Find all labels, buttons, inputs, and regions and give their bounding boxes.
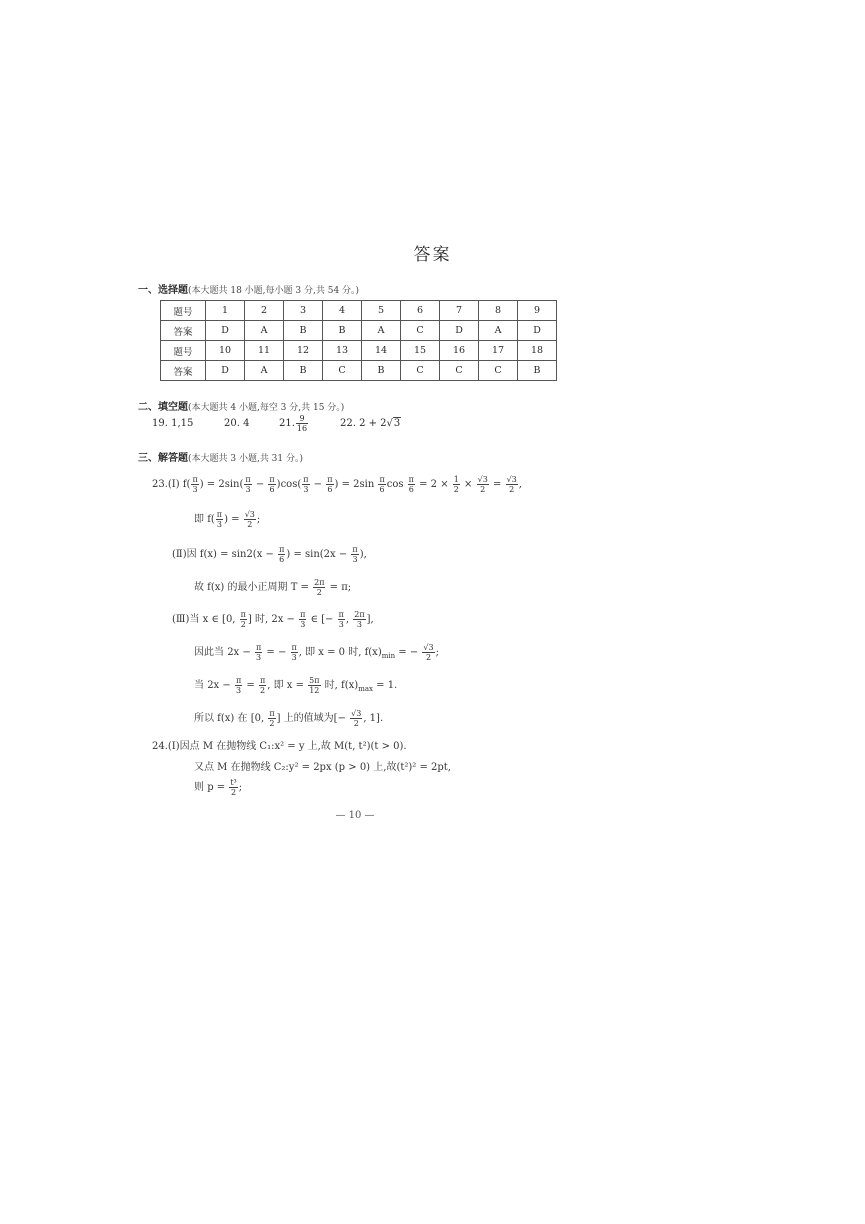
table-cell: D: [206, 321, 245, 341]
table-cell: D: [440, 321, 479, 341]
formula: f( $\frac{\pi}{3}$ ) = 2sin( $\frac{\pi}{3}$ − $\frac{\pi}{6}$ )cos( $\frac{\pi}{3}$ − $\frac{\pi}{6}$ ) = 2sin $\frac{\pi}{6}$ cos $\frac{\pi}{6}$ = 2 × $\frac{1}{2}$ × $\frac{√3}{2}$ = $\frac{√3}{2}$ ,: [182, 475, 522, 494]
table-cell: 题号: [161, 341, 206, 361]
table-cell: 7: [440, 301, 479, 321]
answer-22-label: 22. 2 + 2: [340, 418, 387, 429]
table-cell: 13: [323, 341, 362, 361]
solution-23-3b: [194, 643, 439, 662]
section-note: (本大题共 4 小题,每空 3 分,共 15 分。): [188, 403, 345, 413]
table-cell: C: [440, 361, 479, 381]
table-cell: 1: [206, 301, 245, 321]
answer-22: 22. 2 + 2√3: [340, 418, 401, 429]
solution-23-3: [172, 610, 374, 629]
formula: f( $\frac{\pi}{3}$ ) = $\frac{√3}{2}$ ;: [207, 510, 261, 529]
solution-24-2: 又点 M 在抛物线 C₂:y² = 2px (p > 0) 上,故(t²)² = 2pt,: [194, 762, 451, 773]
fraction-denominator: 16: [296, 424, 308, 433]
answer-21-label: 21.: [279, 418, 295, 429]
table-cell: 6: [401, 301, 440, 321]
line-label: 即: [194, 514, 204, 525]
table-cell: 答案: [161, 361, 206, 381]
table-cell: 12: [284, 341, 323, 361]
line-label: 故 f(x) 的最小正周期: [194, 582, 288, 593]
table-cell: 3: [284, 301, 323, 321]
table-cell: 5: [362, 301, 401, 321]
table-cell: D: [206, 361, 245, 381]
answer-table: [160, 300, 557, 381]
table-cell: C: [401, 321, 440, 341]
line-label: 则: [194, 782, 204, 793]
line-label: 所以 f(x) 在: [194, 713, 248, 724]
part-label: (Ⅲ)当: [172, 614, 200, 625]
formula: 2x − $\frac{\pi}{3}$ = − $\frac{\pi}{3}$ , 即 x = 0 时, $f(x)_{min}$ = − $\frac{√3}{2}$ ;: [227, 643, 439, 662]
table-cell: 2: [245, 301, 284, 321]
table-cell: 17: [479, 341, 518, 361]
formula: [0, $\frac{\pi}{2}$ ] 上的值域为[− $\frac{√3}{2}$ , 1].: [250, 709, 384, 728]
solution-23-1: [152, 475, 522, 494]
section-label: 二、填空题: [138, 402, 188, 413]
table-row: [161, 361, 557, 381]
formula: x ∈ [0, $\frac{\pi}{2}$ ] 时, 2x − $\frac{\pi}{3}$ ∈ [− $\frac{\pi}{3}$ , $\frac{2\pi}{3}$ ],: [202, 610, 374, 629]
table-cell: C: [479, 361, 518, 381]
page-number: — 10 —: [335, 810, 375, 821]
formula: p = $\frac{\text{t³}}{2}$ ;: [207, 778, 243, 797]
section-note: (本大题共 18 小题,每小题 3 分,共 54 分。): [188, 286, 360, 296]
solution-24-1: 24.(Ⅰ)因点 M 在抛物线 C₁:x² = y 上,故 M(t, t²)(t > 0).: [152, 741, 407, 752]
fraction-numerator: 9: [296, 414, 308, 424]
table-cell: B: [323, 321, 362, 341]
table-cell: B: [284, 361, 323, 381]
table-cell: A: [245, 361, 284, 381]
table-cell: C: [323, 361, 362, 381]
solution-23-2: [172, 545, 367, 564]
answer-19: 19. 1,15: [152, 418, 194, 429]
table-cell: 18: [518, 341, 557, 361]
line-label: 因此当: [194, 647, 224, 658]
page-title: 答案: [413, 245, 452, 265]
answer-21: [279, 414, 309, 433]
table-cell: C: [401, 361, 440, 381]
table-cell: A: [245, 321, 284, 341]
table-row: [161, 341, 557, 361]
line-label: 当: [194, 680, 204, 691]
solution-23-2b: [194, 578, 351, 597]
table-cell: 9: [518, 301, 557, 321]
table-cell: 15: [401, 341, 440, 361]
table-cell: 答案: [161, 321, 206, 341]
section-label: 一、选择题: [138, 285, 188, 296]
table-cell: 14: [362, 341, 401, 361]
table-cell: B: [362, 361, 401, 381]
fraction: [296, 414, 308, 433]
table-cell: 4: [323, 301, 362, 321]
table-cell: D: [518, 321, 557, 341]
table-cell: 8: [479, 301, 518, 321]
table-cell: A: [362, 321, 401, 341]
table-cell: 11: [245, 341, 284, 361]
radicand: 3: [393, 418, 401, 429]
formula: T = $\frac{2\pi}{2}$ = π;: [290, 578, 352, 597]
formula: 2x − $\frac{\pi}{3}$ = $\frac{\pi}{2}$ , 即 x = $\frac{5\pi}{12}$ 时, $f(x)_{max} = 1$.: [207, 676, 398, 695]
section-note: (本大题共 3 小题,共 31 分。): [188, 454, 304, 464]
formula: f(x) = sin2(x − $\frac{\pi}{6}$ ) = sin(2x − $\frac{\pi}{3}$ ),: [199, 545, 367, 564]
table-row: [161, 321, 557, 341]
solution-23-3c: [194, 676, 397, 695]
table-cell: 16: [440, 341, 479, 361]
answer-20: 20. 4: [224, 418, 250, 429]
table-cell: 10: [206, 341, 245, 361]
section-choice-heading: [138, 281, 359, 296]
solution-23-1b: [194, 510, 260, 529]
solution-24-3: [194, 778, 242, 797]
table-cell: B: [518, 361, 557, 381]
solution-23-3d: [194, 709, 383, 728]
section-solution-heading: [138, 449, 303, 464]
section-fill-heading: [138, 398, 344, 413]
table-cell: B: [284, 321, 323, 341]
section-label: 三、解答题: [138, 453, 188, 464]
table-row: [161, 301, 557, 321]
part-label: (Ⅱ)因: [172, 549, 197, 560]
table-cell: 题号: [161, 301, 206, 321]
table-cell: A: [479, 321, 518, 341]
part-label: 23.(Ⅰ): [152, 479, 180, 490]
